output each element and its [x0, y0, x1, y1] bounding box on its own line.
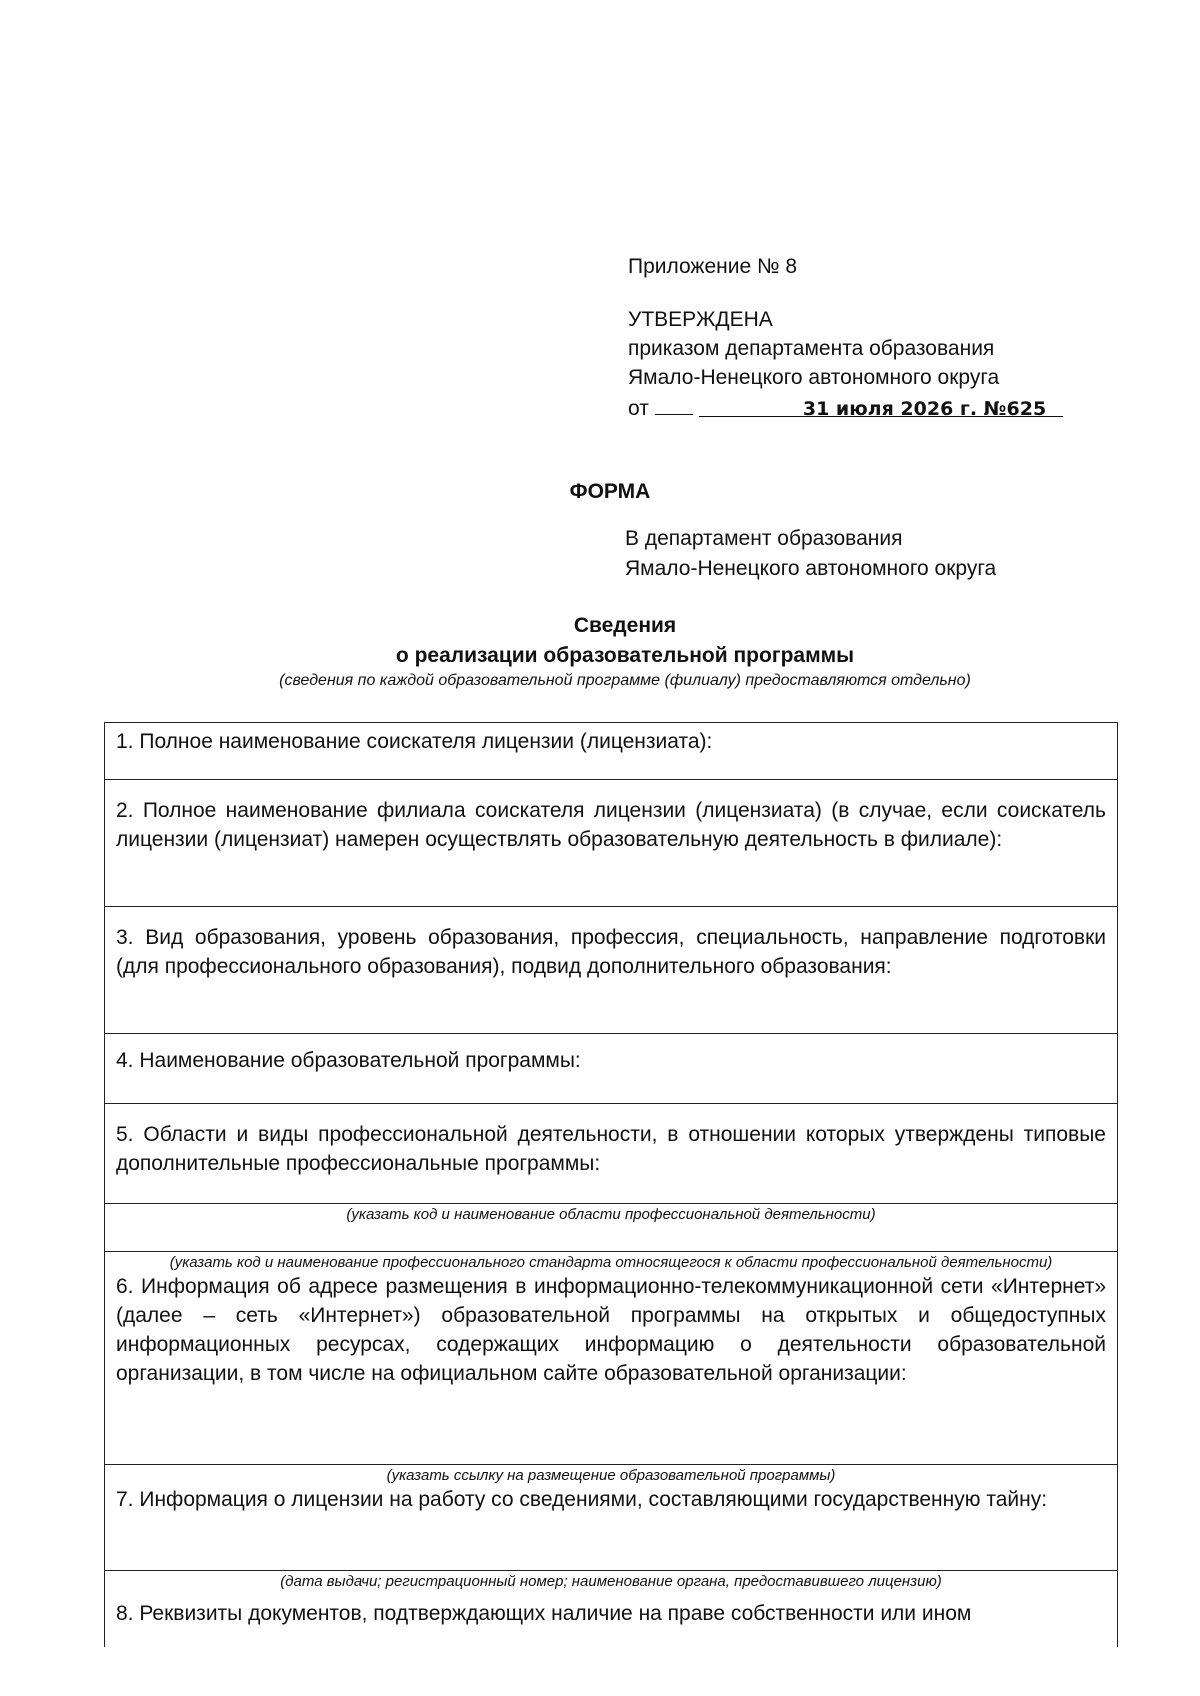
item-6-text: 6. Информация об адресе размещения в информационно-телекоммуникационной сети «Интернет» (далее – сеть «Интернет») образовательной программы на открытых и общедоступных информационных ресурсах, содержащих информацию о деятельности образовательной организации, в том числе на официальном сайте образовательной организации: [116, 1275, 1106, 1385]
item-5-text: 5. Области и виды профессиональной деятельности, в отношении которых утверждены типовые дополнительные профессиональные программы: [116, 1123, 1106, 1175]
item-2-text: 2. Полное наименование филиала соискателя лицензии (лицензиата) (в случае, если соискатель лицензии (лицензиат) намерен осуществлять образовательную деятельность в филиале): [116, 799, 1106, 851]
recipient-block [625, 524, 996, 584]
item-1-text: 1. Полное наименование соискателя лицензии (лицензиата): [116, 730, 713, 753]
item-4-text: 4. Наименование образовательной программы: [116, 1049, 581, 1072]
table-row-7 [105, 1465, 1117, 1571]
item-7-text: 7. Информация о лицензии на работу со сведениями, составляющими государственную тайну: [116, 1488, 1048, 1511]
date-month-blank [699, 394, 1007, 420]
number-blank [1006, 394, 1063, 420]
order-line-1: приказом департамента образования [628, 337, 995, 360]
title-note: (сведения по каждой образовательной программе (филиалу) предоставляются отдельно) [279, 672, 971, 689]
table-row-6 [105, 1252, 1117, 1465]
approved-label: УТВЕРЖДЕНА [628, 308, 773, 331]
information-table [104, 722, 1118, 1647]
appendix-number: Приложение № 8 [628, 255, 798, 278]
order-line-2: Ямало-Ненецкого автономного округа [628, 366, 1000, 389]
item-3-text: 3. Вид образования, уровень образования, профессия, специальность, направление подготовки (для профессионального образования), подвид дополнительного образования: [116, 926, 1106, 978]
note-6: (указать ссылку на размещение образовательной программы) [386, 1467, 836, 1484]
form-label: ФОРМА [569, 480, 651, 503]
document-title: Сведения [573, 614, 677, 637]
item-8-text: 8. Реквизиты документов, подтверждающих наличие на праве собственности или ином [116, 1602, 972, 1625]
date-day-blank [655, 392, 693, 415]
table-row-8 [105, 1571, 1117, 1647]
recipient-line-1: В департамент образования [625, 527, 903, 550]
table-row-5-note-a [105, 1204, 1117, 1252]
date-stamp: 31 июля 2026 г. № [802, 398, 1007, 420]
table-row-5 [105, 1104, 1117, 1204]
table-row-1 [105, 723, 1117, 780]
note-5a: (указать код и наименование области профессиональной деятельности) [346, 1206, 876, 1223]
approval-block [628, 252, 1063, 423]
order-date-line [628, 392, 1063, 423]
date-prefix: от [628, 397, 649, 420]
table-row-3 [105, 907, 1117, 1034]
document-subtitle: о реализации образовательной программы [395, 644, 855, 667]
number-stamp: 625 [1006, 398, 1047, 420]
note-7: (дата выдачи; регистрационный номер; наименование органа, предоставившего лицензию) [280, 1573, 942, 1590]
note-5b: (указать код и наименование профессионального стандарта относящегося к области профессиональной деятельности) [169, 1254, 1053, 1271]
table-row-2 [105, 780, 1117, 907]
table-row-4 [105, 1034, 1117, 1104]
recipient-line-2: Ямало-Ненецкого автономного округа [625, 557, 997, 580]
